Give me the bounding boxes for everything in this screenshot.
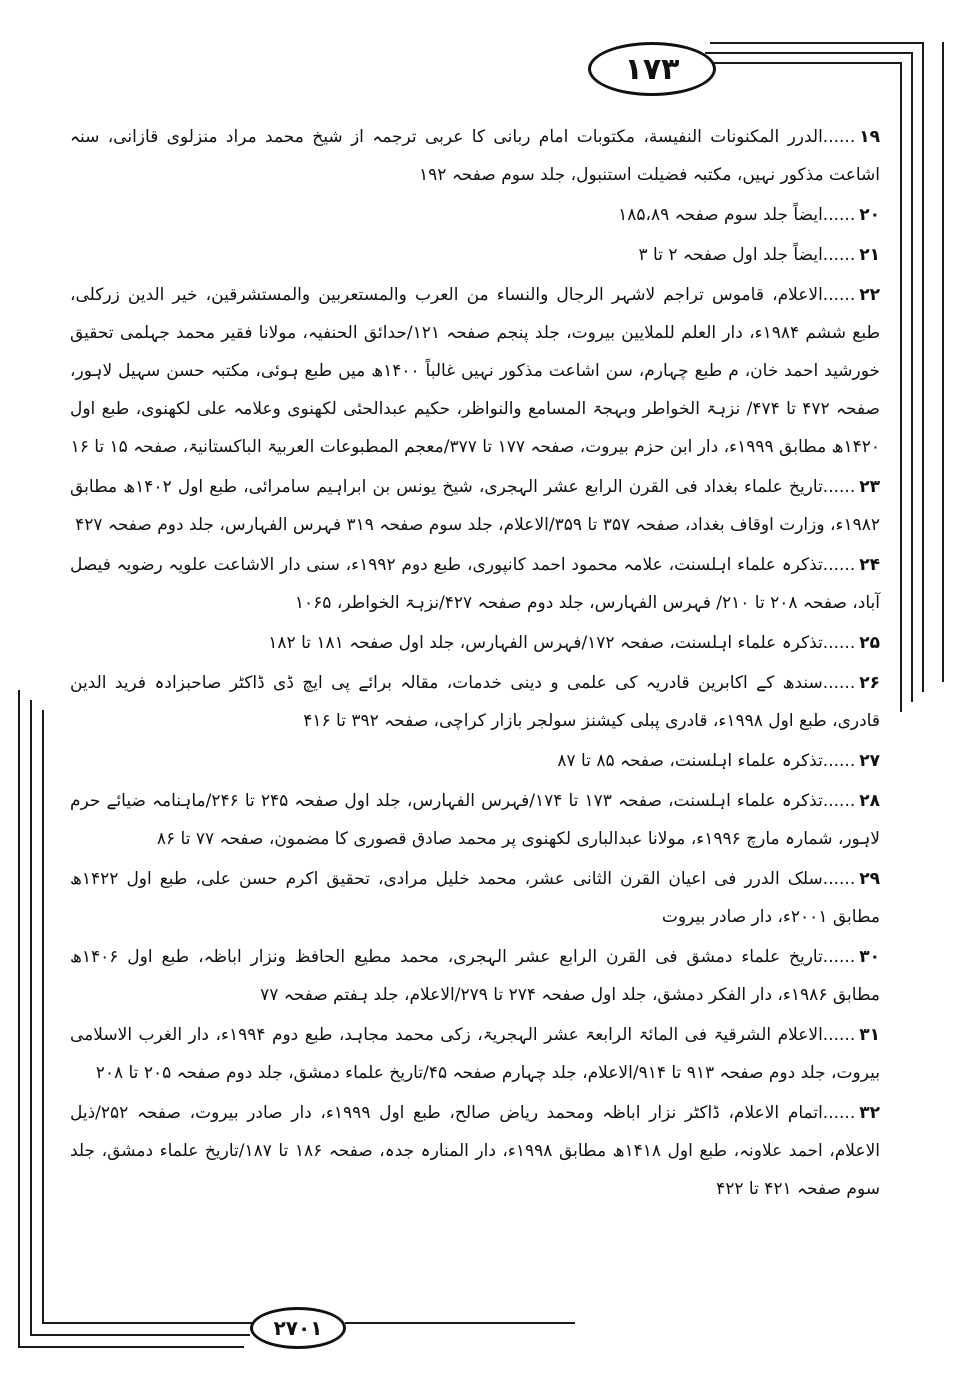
footnote-number: ۲۰ [859,205,880,225]
footnote [70,468,880,544]
footnote-text: ......سلک الدرر فی اعیان القرن الثانی عشر، محمد خلیل مرادی، تحقیق اکرم حسن علی، طبع اول ۱۴۲۲ھ مطابق ۲۰۰۱ء، دار صادر بیروت [70,869,880,927]
frame-line [700,62,902,64]
footnote-number: ۲۷ [859,751,880,771]
footnote-number: ۲۳ [859,477,880,497]
frame-line [345,1322,575,1324]
footnote-text: ......تذکرہ علماء اہلسنت، صفحہ ۸۵ تا ۸۷ [557,751,856,771]
footnote-number: ۲۱ [859,245,880,265]
frame-line [900,62,902,712]
footnote-text: ......تاریخ علماء بغداد فی القرن الرابع عشر الہجری، شیخ یونس بن ابراہیم سامرائی، طبع اول ۱۴۰۲ھ مطابق ۱۹۸۲ء، وزارت اوقاف بغداد، صفحہ ۳۵۷ تا ۳۵۹/الاعلام، جلد سوم صفحہ ۳۱۹ فہرس الفہارس، جلد دوم صفحہ ۴۲۷ [70,477,880,535]
footnote [70,118,880,194]
footnote-text: ......ایضاً جلد اول صفحہ ۲ تا ۳ [638,245,856,265]
footnote-text: ......تذکرہ علماء اہلسنت، علامہ محمود احمد کانپوری، طبع دوم ۱۹۹۲ء، سنی دار الاشاعت علویہ رضویہ فیصل آباد، صفحہ ۲۰۸ تا ۲۱۰/ فہرس الفہارس، جلد دوم صفحہ ۴۲۷/نزہۃ الخواطر، ۱۰۶۵ [70,555,880,613]
frame-line [42,710,44,1324]
footnote [70,1094,880,1208]
footnote-text: ......تاریخ علماء دمشق فی القرن الرابع عشر الہجری، محمد مطیع الحافظ ونزار اباظہ، طبع اول ۱۴۰۶ھ مطابق ۱۹۸۶ء، دار الفکر دمشق، جلد اول صفحہ ۲۷۴ تا ۲۷۹/الاعلام، جلد ہفتم صفحہ ۷۷ [70,947,880,1005]
footnote [70,938,880,1014]
footnote [70,196,880,234]
footnote-text: ......تذکرہ علماء اہلسنت، صفحہ ۱۷۳ تا ۱۷۴/فہرس الفہارس، جلد اول صفحہ ۲۴۵ تا ۲۴۶/ماہنامہ ضیائے حرم لاہور، شمارہ مارچ ۱۹۹۶ء، مولانا عبدالباری لکھنوی پر محمد صادق قصوری کا مضمون، صفحہ ۷۷ تا ۸۶ [70,791,880,849]
footnote [70,664,880,740]
footnote [70,782,880,858]
footnote-number: ۲۶ [859,673,880,693]
footnote-number: ۲۵ [859,633,880,653]
footnote [70,742,880,780]
frame-line [42,1322,254,1324]
footnote [70,860,880,936]
footnote-text: ......تذکرہ علماء اہلسنت، صفحہ ۱۷۲/فہرس الفہارس، جلد اول صفحہ ۱۸۱ تا ۱۸۲ [268,633,856,653]
footnote-text: ......الاعلام الشرقیۃ فی المائۃ الرابعۃ عشر الہجریۃ، زکی محمد مجاہد، طبع دوم ۱۹۹۴ء، دار الغرب الاسلامی بیروت، جلد دوم صفحہ ۹۱۳ تا ۹۱۴/الاعلام، جلد چہارم صفحہ ۴۵/تاریخ علماء دمشق، جلد دوم صفحہ ۲۰۵ تا ۲۰۸ [70,1025,880,1083]
footnote-number: ۳۲ [859,1103,880,1123]
footnote [70,546,880,622]
footnote-number: ۲۹ [859,869,880,889]
footnote-text: ......الدرر المکنونات النفیسة، مکتوبات امام ربانی کا عربی ترجمہ از شیخ محمد مراد منزلوی قازانی، سنہ اشاعت مذکور نہیں، مکتبہ فضیلت استنبول، جلد سوم صفحہ ۱۹۲ [70,127,880,185]
footnote-number: ۳۰ [859,947,880,967]
footnote-number: ۲۲ [859,285,880,305]
footnote-number: ۳۱ [859,1025,880,1045]
frame-line [710,42,924,44]
footnote-text: ......الاعلام، قاموس تراجم لاشہر الرجال والنساء من العرب والمستعربین والمستشرقین، خیر الدین زرکلی، طبع ششم ۱۹۸۴ء، دار العلم للملایین بیروت، جلد پنجم صفحہ ۱۲۱/حدائق الحنفیہ، مولانا فقیر محمد جہلمی تحقیق خورشید احمد خان، م طبع چہارم، سن اشاعت مذکور نہیں غالباً ۱۴۰۰ھ میں طبع ہوئی، مکتبہ حسن سہیل لاہور، صفحہ ۴۷۲ تا ۴۷۴/ نزہۃ الخواطر وبہجۃ المسامع والنواظر، حکیم عبدالحئی لکھنوی وعلامہ علی لکھنوی، طبع اول ۱۴۲۰ھ مطابق ۱۹۹۹ء، دار ابن حزم بیروت، صفحہ ۱۷۷ تا ۳۷۷/معجم المطبوعات العربیۃ الباکستانیۃ، صفحہ ۱۵ تا ۱۶ [70,285,880,457]
footnote-number: ۲۸ [859,791,881,811]
footnote-text: ......ایضاً جلد سوم صفحہ ۱۸۵،۸۹ [618,205,856,225]
page-number-bottom: ۲۷۰۱ [250,1307,346,1349]
footnote-text: ......اتمام الاعلام، ڈاکٹر نزار اباظہ ومحمد ریاض صالح، طبع اول ۱۹۹۹ء، دار صادر بیروت، صفحہ ۲۵۲/ذیل الاعلام، احمد علاونہ، طبع اول ۱۴۱۸ھ مطابق ۱۹۹۸ء، دار المنارہ جدہ، صفحہ ۱۸۶ تا ۱۸۷/تاریخ علماء دمشق، جلد سوم صفحہ ۴۲۱ تا ۴۲۲ [70,1103,881,1199]
frame-line [942,42,944,682]
frame-line [18,1346,244,1348]
footnote [70,276,880,466]
footnote [70,236,880,274]
frame-line [922,42,924,692]
footnote-text: ......سندھ کے اکابرین قادریہ کی علمی و دینی خدمات، مقالہ برائے پی ایچ ڈی ڈاکٹر صاحبزادہ فرید الدین قادری، طبع اول ۱۹۹۸ء، قادری پبلی کیشنز سولجر بازار کراچی، صفحہ ۳۹۲ تا ۴۱۶ [70,673,880,731]
footnotes-list [70,118,880,1210]
footnote-number: ۱۹ [859,127,880,147]
footnote [70,624,880,662]
frame-line [18,690,20,1348]
footnote-number: ۲۴ [859,555,880,575]
footnote [70,1016,880,1092]
frame-line [705,52,913,54]
frame-line [30,1334,250,1336]
frame-line [911,52,913,702]
frame-line [30,700,32,1336]
page-number-top: ۱۷۳ [588,42,716,96]
